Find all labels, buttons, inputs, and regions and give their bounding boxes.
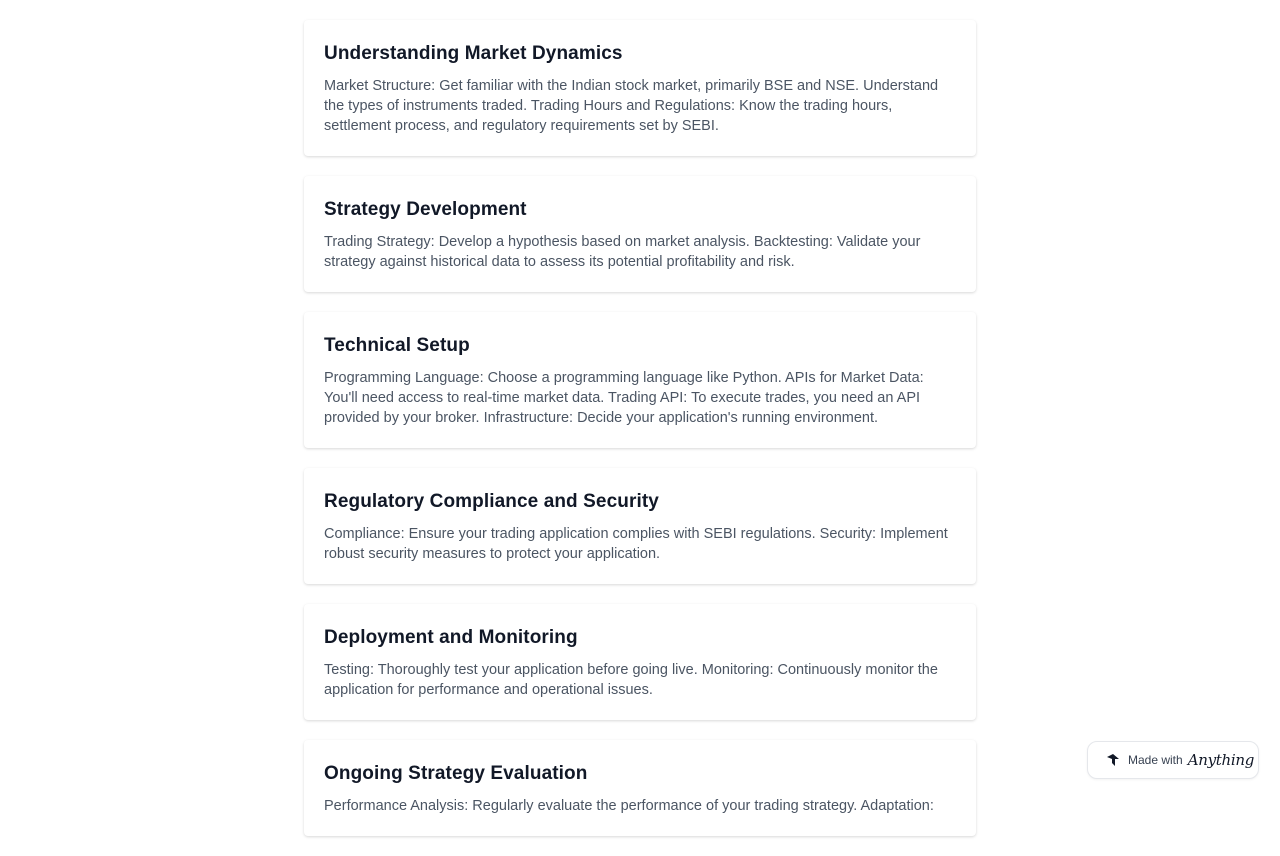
made-with-anything-badge[interactable] [1087,741,1259,779]
section-description: Compliance: Ensure your trading application complies with SEBI regulations. Security: Implement robust security measures to protect your application. [324,526,948,562]
section-title: Technical Setup [324,335,470,356]
badge-label: Made with [1128,753,1183,767]
anything-logo-icon [1106,753,1120,767]
section-card-strategy-development [304,176,976,292]
section-title: Ongoing Strategy Evaluation [324,763,588,784]
section-card-technical-setup [304,312,976,448]
section-card-deployment-monitoring [304,604,976,720]
section-title: Strategy Development [324,199,527,220]
section-description: Testing: Thoroughly test your application before going live. Monitoring: Continuously monitor the application for performance and operational issues. [324,662,938,698]
section-card-list [304,20,976,856]
section-description: Trading Strategy: Develop a hypothesis based on market analysis. Backtesting: Validate your strategy against historical data to assess its potential profitability and risk. [324,234,921,270]
badge-brand: Anything [1187,751,1255,769]
section-card-market-dynamics [304,20,976,156]
section-title: Deployment and Monitoring [324,627,578,648]
section-title: Regulatory Compliance and Security [324,491,659,512]
section-card-strategy-evaluation [304,740,976,836]
section-description: Market Structure: Get familiar with the Indian stock market, primarily BSE and NSE. Understand the types of instruments traded. Trading Hours and Regulations: Know the trading hours, settlement process, and regulatory requirements set by SEBI. [324,78,939,134]
section-card-compliance-security [304,468,976,584]
section-description: Performance Analysis: Regularly evaluate the performance of your trading strategy. Adaptation: [324,798,934,814]
section-description: Programming Language: Choose a programming language like Python. APIs for Market Data: You'll need access to real-time market data. Trading API: To execute trades, you need an API provided by your broker. Infrastructure: Decide your application's running environment. [324,370,924,426]
section-title: Understanding Market Dynamics [324,43,623,64]
